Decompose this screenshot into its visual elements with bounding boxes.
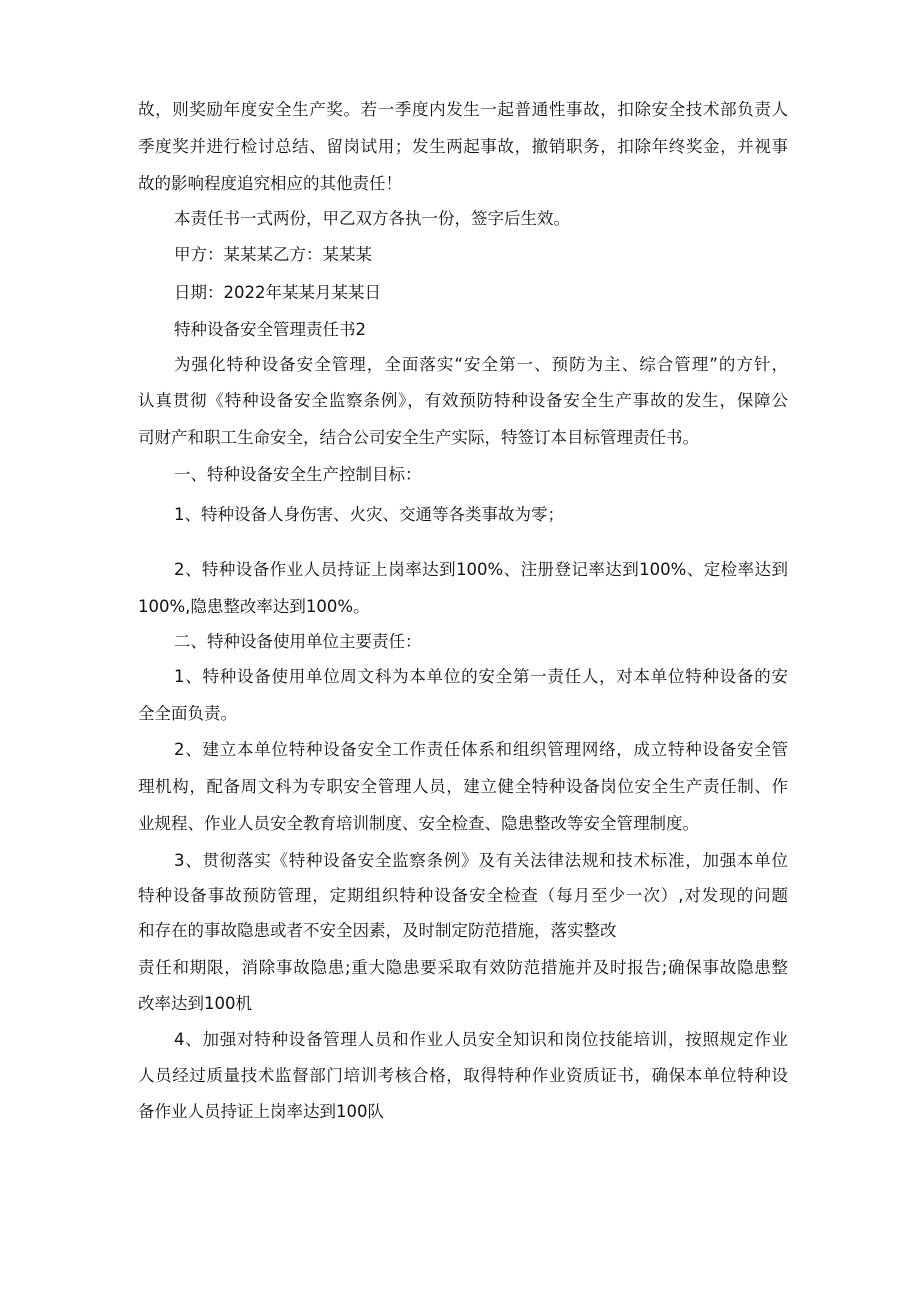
text-line: 特种设备事故预防管理，定期组织特种设备安全检查（每月至少一次）,对发现的问题 <box>138 886 788 905</box>
text-line: 日期：2022年某某月某某日 <box>174 283 381 302</box>
text-line: 1、特种设备人身伤害、火灾、交通等各类事故为零； <box>174 505 564 524</box>
text-line: 业规程、作业人员安全教育培训制度、安全检查、隐患整改等安全管理制度。 <box>138 814 699 833</box>
text-line: 改率达到100机 <box>138 994 252 1013</box>
text-line: 1、特种设备使用单位周文科为本单位的安全第一责任人，对本单位特种设备的安 <box>174 667 788 686</box>
text-line: 本责任书一式两份，甲乙双方各执一份，签字后生效。 <box>174 209 570 228</box>
text-line: 人员经过质量技术监督部门培训考核合格，取得特种作业资质证书，确保本单位特种设 <box>138 1066 788 1085</box>
text-line: 二、特种设备使用单位主要责任： <box>174 632 422 651</box>
text-line: 2、建立本单位特种设备安全工作责任体系和组织管理网络，成立特种设备安全管 <box>174 740 788 759</box>
text-line: 3、贯彻落实《特种设备安全监察条例》及有关法律法规和技术标准，加强本单位 <box>174 851 788 870</box>
text-line: 4、加强对特种设备管理人员和作业人员安全知识和岗位技能培训，按照规定作业 <box>174 1030 788 1049</box>
text-line: 司财产和职工生命安全，结合公司安全生产实际，特签订本目标管理责任书。 <box>138 428 699 447</box>
text-line: 责任和期限，消除事故隐患;重大隐患要采取有效防范措施并及时报告;确保事故隐患整 <box>138 958 788 977</box>
section-heading: 特种设备安全管理责任书2 <box>174 320 366 339</box>
text-line: 全全面负责。 <box>138 704 237 723</box>
text-line: 2、特种设备作业人员持证上岗率达到100%、注册登记率达到100%、定检率达到 <box>174 560 788 579</box>
text-line: 甲方：某某某乙方：某某某 <box>174 245 372 264</box>
text-line: 一、特种设备安全生产控制目标： <box>174 465 422 484</box>
text-line: 认真贯彻《特种设备安全监察条例》，有效预防特种设备安全生产事故的发生，保障公 <box>138 391 788 410</box>
text-line: 故，则奖励年度安全生产奖。若一季度内发生一起普通性事故，扣除安全技术部负责人 <box>138 100 788 119</box>
text-line: 和存在的事故隐患或者不安全因素，及时制定防范措施，落实整改 <box>138 921 617 940</box>
text-line: 理机构，配备周文科为专职安全管理人员，建立健全特种设备岗位安全生产责任制、作 <box>138 777 788 796</box>
text-line: 备作业人员持证上岗率达到100队 <box>138 1102 384 1121</box>
text-line: 故的影响程度追究相应的其他责任！ <box>138 174 402 193</box>
text-line: 100%,隐患整改率达到100%。 <box>138 597 370 616</box>
text-line: 为强化特种设备安全管理，全面落实“安全第一、预防为主、综合管理”的方针， <box>174 355 788 374</box>
text-line: 季度奖并进行检讨总结、留岗试用；发生两起事故，撤销职务，扣除年终奖金，并视事 <box>138 137 788 156</box>
